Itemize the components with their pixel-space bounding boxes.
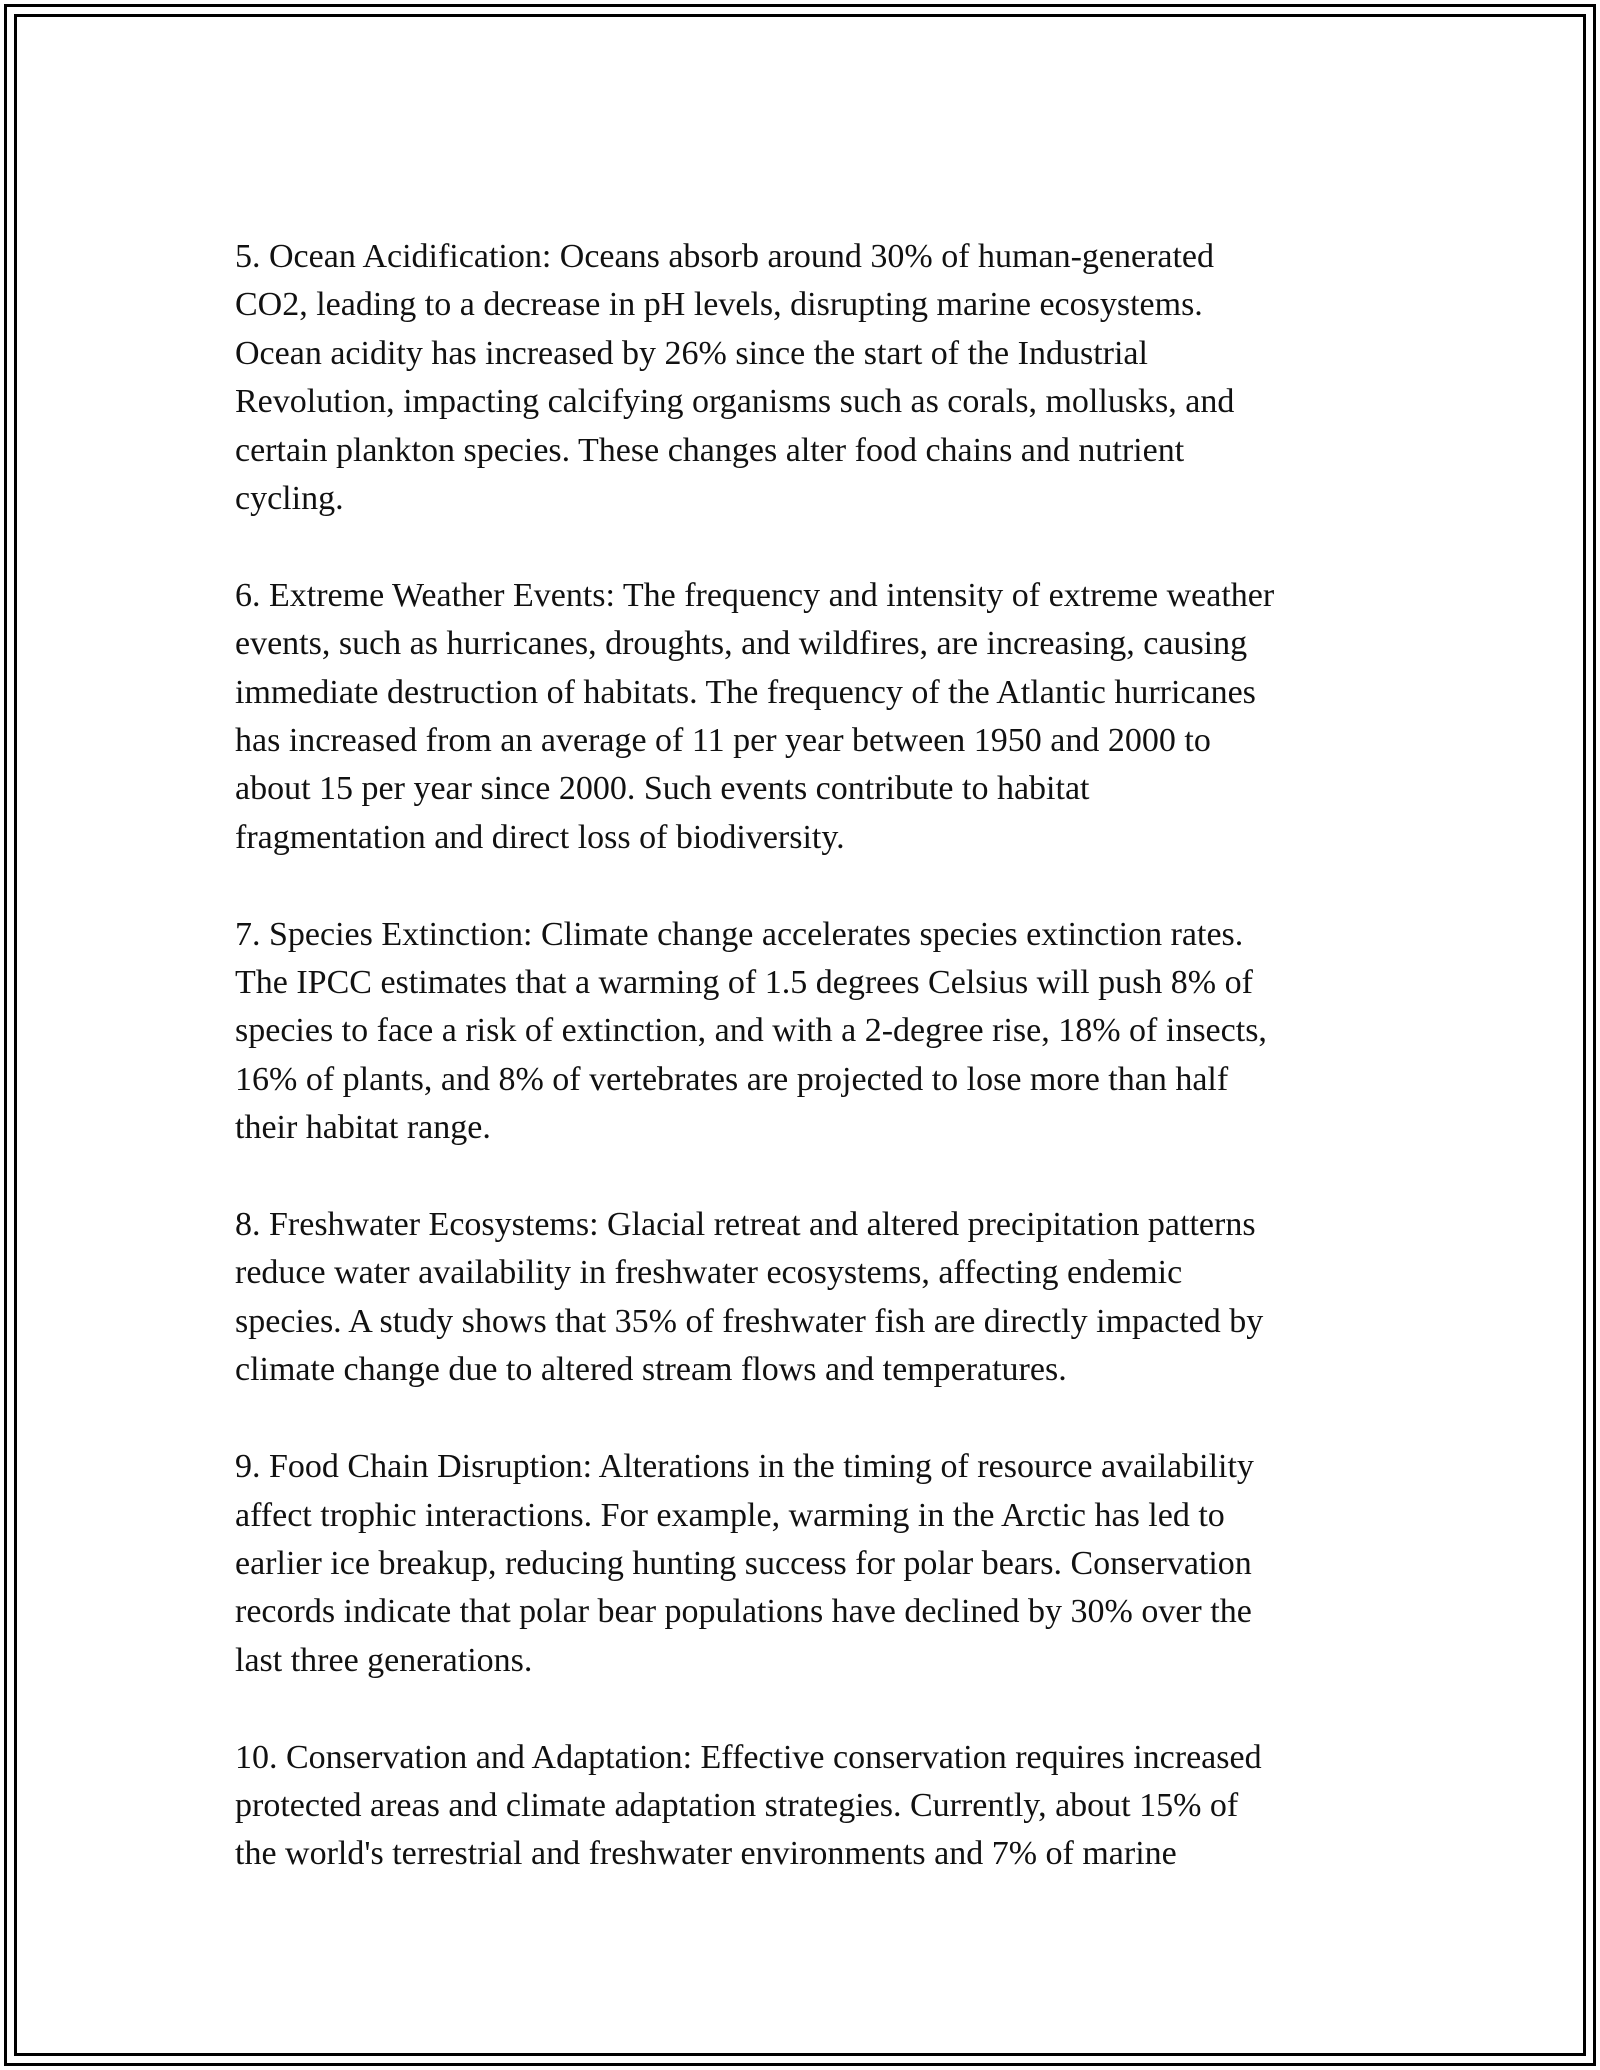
document-body [235, 233, 1375, 1879]
paragraph-food-chain-disruption: 9. Food Chain Disruption: Alterations in the timing of resource availability affect trophic interactions. For example, warming in the Arctic has led to earlier ice breakup, reducing hunting success for polar bears. Conservation records indicate that polar bear populations have declined by 30% over the last three generations. [235, 1448, 1254, 1679]
paragraph-conservation-and-adaptation: 10. Conservation and Adaptation: Effective conservation requires increased protected areas and climate adaptation strategies. Currently, about 15% of the world's terrestrial and freshwater environments and 7% of marine [235, 1738, 1262, 1873]
paragraph-ocean-acidification: 5. Ocean Acidification: Oceans absorb around 30% of human-generated CO2, leading to a decrease in pH levels, disrupting marine ecosystems. Ocean acidity has increased by 26% since the start of the Industrial Revolution, impacting calcifying organisms such as corals, mollusks, and certain plankton species. These changes alter food chains and nutrient cycling. [235, 238, 1235, 518]
paragraph-extreme-weather-events: 6. Extreme Weather Events: The frequency and intensity of extreme weather events, such as hurricanes, droughts, and wildfires, are increasing, causing immediate destruction of habitats. The frequency of the Atlantic hurricanes has increased from an average of 11 per year between 1950 and 2000 to about 15 per year since 2000. Such events contribute to habitat fragmentation and direct loss of biodiversity. [235, 576, 1275, 856]
paragraph-freshwater-ecosystems: 8. Freshwater Ecosystems: Glacial retreat and altered precipitation patterns reduce water availability in freshwater ecosystems, affecting endemic species. A study shows that 35% of freshwater fish are directly impacted by climate change due to altered stream flows and temperatures. [235, 1206, 1264, 1389]
paragraph-species-extinction: 7. Species Extinction: Climate change accelerates species extinction rates. The IPCC estimates that a warming of 1.5 degrees Celsius will push 8% of species to face a risk of extinction, and with a 2-degree rise, 18% of insects, 16% of plants, and 8% of vertebrates are projected to lose more than half their habitat range. [235, 915, 1267, 1147]
